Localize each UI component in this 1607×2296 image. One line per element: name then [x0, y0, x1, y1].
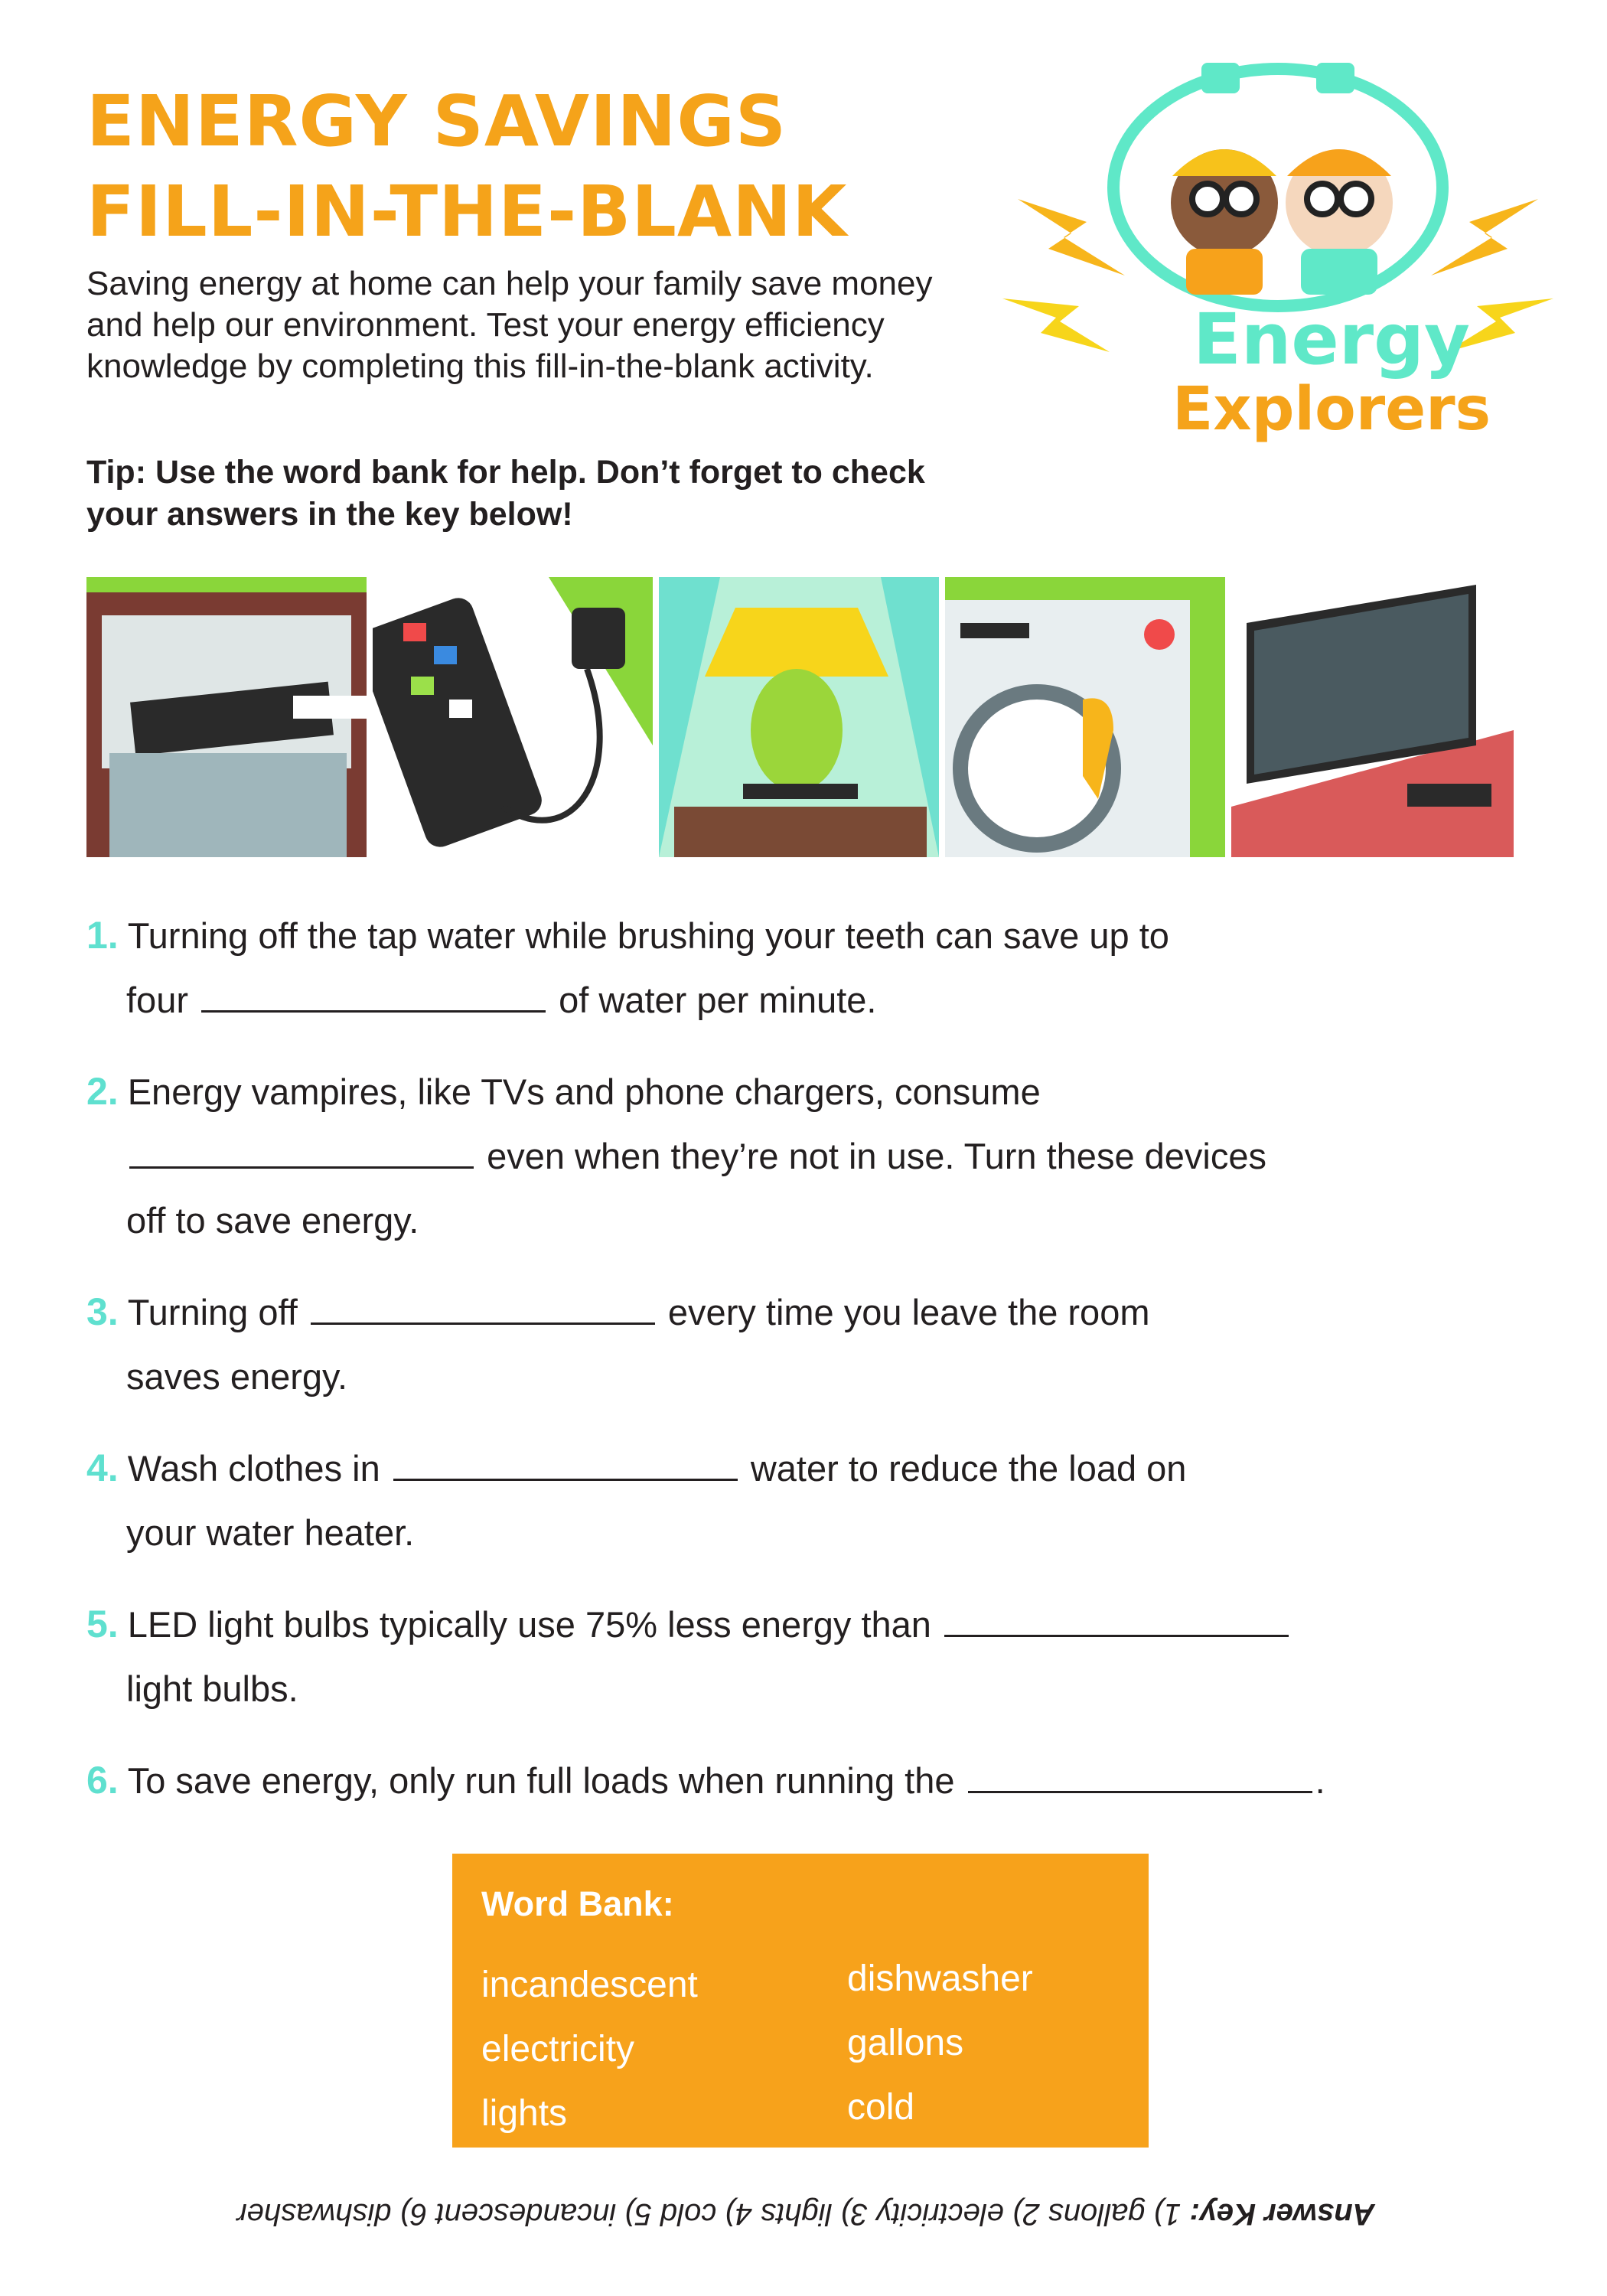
- answer-blank[interactable]: [129, 1139, 474, 1169]
- question-text: LED light bulbs typically use 75% less energy than: [127, 1604, 931, 1645]
- word-bank-title: Word Bank:: [481, 1884, 674, 1923]
- answer-key-text: 1) gallons 2) electricity 3) lights 4) cold 5) incandescent 6) dishwasher: [236, 2197, 1182, 2231]
- logo-word-explorers: Explorers: [1172, 375, 1491, 444]
- television-illustration: [1231, 577, 1514, 857]
- question-number: 1.: [86, 914, 119, 957]
- question-text: Turning off: [127, 1292, 298, 1332]
- question-text: To save energy, only run full loads when running the: [127, 1760, 955, 1801]
- question-3: [86, 1280, 1479, 1409]
- question-text: off to save energy.: [126, 1200, 419, 1241]
- question-text: Wash clothes in: [127, 1448, 380, 1489]
- dishwasher-illustration: [86, 577, 367, 857]
- answer-blank[interactable]: [201, 983, 546, 1013]
- answer-key-label: Answer Key:: [1189, 2197, 1375, 2231]
- question-number: 5.: [86, 1603, 119, 1645]
- word-bank-item: cold: [847, 2087, 915, 2128]
- question-number: 2.: [86, 1070, 119, 1113]
- word-bank-column-1: [481, 1953, 698, 2146]
- plug-icon: [1316, 63, 1354, 93]
- question-number: 4.: [86, 1446, 119, 1489]
- question-number: 3.: [86, 1290, 119, 1333]
- answer-key: [86, 2197, 1525, 2231]
- intro-text: Saving energy at home can help your family save money and help our environment. Test your energy efficiency knowledge by completing this fill-in-the-blank activity.: [86, 265, 933, 385]
- question-1: [86, 903, 1479, 1032]
- word-bank-item: lights: [481, 2093, 568, 2134]
- logo-word-energy: Energy: [1193, 298, 1470, 380]
- word-bank-column-2: [847, 1947, 1033, 2140]
- word-bank-item: electricity: [481, 2029, 635, 2069]
- lightning-bolt-icon: [1018, 199, 1125, 276]
- question-text: your water heater.: [126, 1512, 415, 1553]
- question-text: every time you leave the room: [667, 1292, 1150, 1332]
- phone-charger-illustration: [373, 577, 653, 857]
- question-text: water to reduce the load on: [750, 1448, 1187, 1489]
- illustration-strip: [86, 577, 1514, 857]
- question-5: [86, 1592, 1479, 1721]
- question-number: 6.: [86, 1759, 119, 1802]
- plug-icon: [1201, 63, 1240, 93]
- question-2: [86, 1059, 1479, 1253]
- answer-blank[interactable]: [944, 1607, 1289, 1637]
- lightning-bolt-icon: [1431, 199, 1538, 276]
- tip-text: Tip: Use the word bank for help. Don’t forget to check your answers in the key below!: [86, 454, 925, 533]
- lamp-illustration: [659, 577, 939, 857]
- title-line-1: ENERGY SAVINGS: [86, 80, 787, 162]
- question-text: .: [1315, 1760, 1325, 1801]
- word-bank-item: gallons: [847, 2023, 964, 2063]
- word-bank-item: incandescent: [481, 1965, 698, 2005]
- answer-blank[interactable]: [311, 1295, 655, 1325]
- lightning-bolt-icon: [1002, 298, 1110, 352]
- question-text: Turning off the tap water while brushing your teeth can save up to: [127, 915, 1169, 956]
- energy-explorers-logo: [995, 46, 1561, 475]
- question-text: Energy vampires, like TVs and phone chargers, consume: [127, 1071, 1041, 1112]
- question-6: [86, 1748, 1479, 1813]
- washing-machine-illustration: [945, 577, 1225, 857]
- question-4: [86, 1436, 1479, 1565]
- question-text: even when they’re not in use. Turn these devices: [487, 1136, 1267, 1176]
- page-title: [86, 77, 1005, 257]
- word-bank-item: dishwasher: [847, 1958, 1033, 1999]
- answer-blank[interactable]: [968, 1763, 1312, 1793]
- title-line-2: FILL-IN-THE-BLANK: [86, 171, 848, 253]
- question-text: of water per minute.: [559, 980, 877, 1020]
- question-text: four: [126, 980, 188, 1020]
- answer-blank[interactable]: [393, 1451, 738, 1481]
- word-bank: [452, 1854, 1149, 2148]
- question-text: saves energy.: [126, 1356, 348, 1397]
- question-text: light bulbs.: [126, 1668, 298, 1709]
